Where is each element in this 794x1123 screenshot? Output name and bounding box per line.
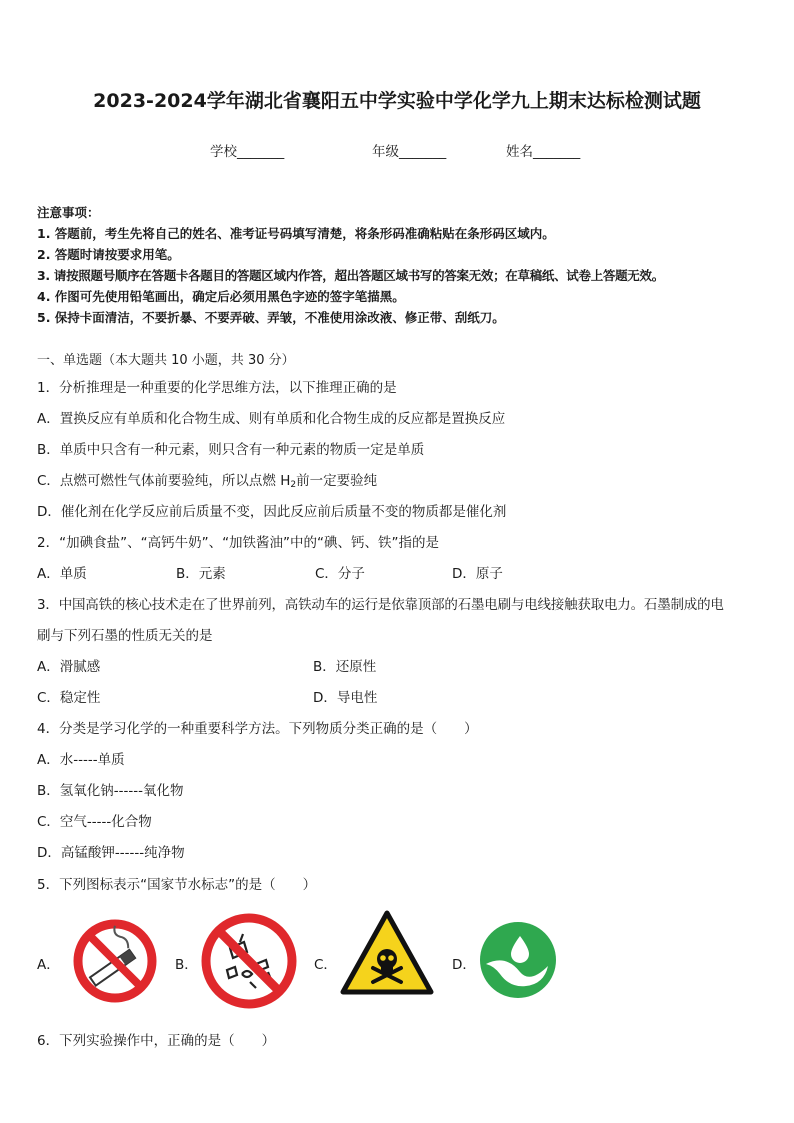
option-c-text-end: 前一定要验纯 [296, 473, 378, 489]
question-4-stem: 4．分类是学习化学的一种重要科学方法。下列物质分类正确的是（ ） [37, 721, 478, 737]
question-1-option-c [37, 469, 377, 490]
question-2-option-b: B．元素 [176, 566, 226, 582]
no-smoking-icon [72, 918, 158, 1004]
section-heading: 一、单选题（本大题共 10 小题，共 30 分） [37, 353, 295, 368]
question-1-option-d: D．催化剂在化学反应前后质量不变，因此反应前后质量不变的物质都是催化剂 [37, 504, 507, 520]
question-2-option-c: C．分子 [315, 566, 365, 582]
question-1-option-b: B．单质中只含有一种元素，则只含有一种元素的物质一定是单质 [37, 442, 425, 458]
notice-item: 4. 作图可先使用铅笔画出，确定后必须用黑色字迹的签字笔描黑。 [37, 289, 405, 304]
grade-field: 年级_______ [372, 144, 447, 160]
name-field: 姓名_______ [506, 144, 581, 160]
no-firecrackers-icon [200, 912, 298, 1010]
toxic-warning-icon [340, 910, 434, 996]
question-5-option-d: D． [452, 957, 476, 973]
question-3-option-c: C．稳定性 [37, 690, 101, 706]
question-5-stem: 5．下列图标表示“国家节水标志”的是（ ） [37, 877, 317, 893]
subscript: 2 [290, 480, 297, 490]
question-3-option-a: A．滑腻感 [37, 659, 101, 675]
water-saving-icon [478, 920, 558, 1000]
question-3-stem-line1: 3．中国高铁的核心技术走在了世界前列，高铁动车的运行是依靠顶部的石墨电刷与电线接触获取电力。石墨制成的电 [37, 597, 724, 613]
question-5-option-a: A． [37, 957, 60, 973]
question-1-stem: 1．分析推理是一种重要的化学思维方法，以下推理正确的是 [37, 380, 397, 396]
school-field: 学校_______ [210, 144, 285, 160]
page-title: 2023-2024学年湖北省襄阳五中学实验中学化学九上期末达标检测试题 [93, 90, 701, 112]
question-3-stem-line2: 刷与下列石墨的性质无关的是 [37, 628, 213, 644]
notice-item: 2. 答题时请按要求用笔。 [37, 247, 180, 262]
question-4-option-c: C．空气-----化合物 [37, 814, 152, 830]
notice-heading: 注意事项： [37, 205, 100, 220]
question-5-option-c: C． [314, 957, 337, 973]
option-c-text: C．点燃可燃性气体前要验纯，所以点燃 H [37, 473, 291, 489]
question-3-option-b: B．还原性 [313, 659, 377, 675]
notice-item: 3. 请按照题号顺序在答题卡各题目的答题区域内作答，超出答题区域书写的答案无效；在草稿纸、试卷上答题无效。 [37, 268, 664, 283]
question-4-option-a: A．水-----单质 [37, 752, 125, 768]
notice-item: 5. 保持卡面清洁，不要折暴、不要弄破、弄皱，不准使用涂改液、修正带、刮纸刀。 [37, 310, 505, 325]
question-6-stem: 6．下列实验操作中，正确的是（ ） [37, 1033, 276, 1049]
notice-item: 1. 答题前，考生先将自己的姓名、准考证号码填写清楚，将条形码准确粘贴在条形码区域内。 [37, 226, 555, 241]
question-2-option-d: D．原子 [452, 566, 503, 582]
question-2-stem: 2．“加碘食盐”、“高钙牛奶”、“加铁酱油”中的“碘、钙、铁”指的是 [37, 535, 440, 551]
question-4-option-d: D．高锰酸钾------纯净物 [37, 845, 185, 861]
question-3-option-d: D．导电性 [313, 690, 378, 706]
question-5-option-b: B． [175, 957, 198, 973]
question-2-option-a: A．单质 [37, 566, 87, 582]
question-1-option-a: A．置换反应有单质和化合物生成、则有单质和化合物生成的反应都是置换反应 [37, 411, 506, 427]
question-4-option-b: B．氢氧化钠------氧化物 [37, 783, 184, 799]
